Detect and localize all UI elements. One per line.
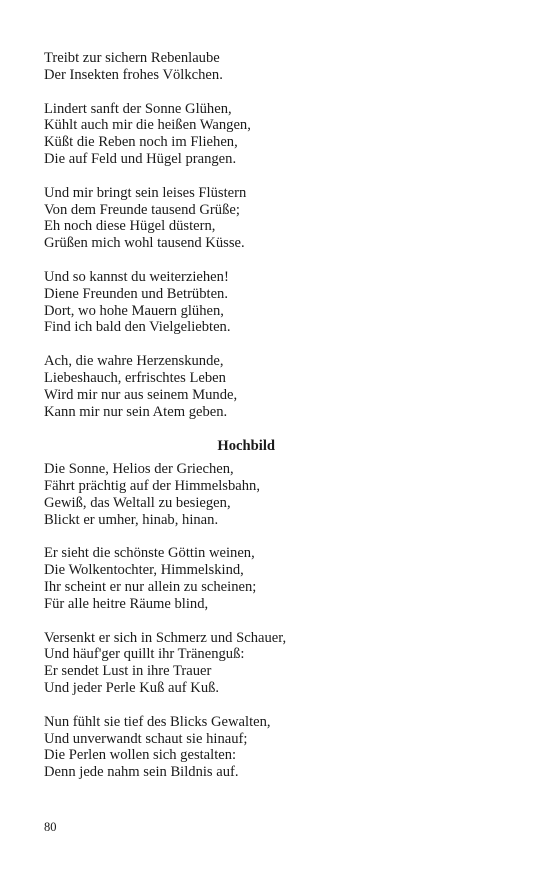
stanza: [44, 461, 504, 528]
verse-line: Find ich bald den Vielgeliebten.: [44, 319, 231, 336]
verse-line: Nun fühlt sie tief des Blicks Gewalten,: [44, 713, 271, 730]
verse-line: Lindert sanft der Sonne Glühen,: [44, 100, 232, 117]
verse-line: Die Perlen wollen sich gestalten:: [44, 747, 237, 764]
verse-line: Für alle heitre Räume blind,: [44, 595, 209, 612]
verse-line: Diene Freunden und Betrübten.: [44, 285, 228, 302]
verse-line: Die auf Feld und Hügel prangen.: [44, 150, 237, 167]
page-content: [44, 50, 504, 798]
verse-line: Und so kannst du weiterziehen!: [44, 268, 229, 285]
stanza: [44, 50, 504, 84]
stanza: [44, 185, 504, 252]
verse-line: Küßt die Reben noch im Fliehen,: [44, 134, 238, 151]
page-number: 80: [44, 820, 57, 834]
verse-line: Blickt er umher, hinab, hinan.: [44, 511, 219, 528]
verse-line: Denn jede nahm sein Bildnis auf.: [44, 764, 239, 781]
verse-line: Und häuf'ger quillt ihr Tränenguß:: [44, 646, 245, 663]
verse-line: Und unverwandt schaut sie hinauf;: [44, 730, 248, 747]
stanza: [44, 630, 504, 697]
stanza: [44, 545, 504, 612]
stanza: [44, 101, 504, 168]
verse-line: Ach, die wahre Herzenskunde,: [44, 353, 224, 370]
stanza: [44, 714, 504, 781]
verse-line: Kann mir nur sein Atem geben.: [44, 403, 228, 420]
verse-line: Versenkt er sich in Schmerz und Schauer,: [44, 629, 287, 646]
verse-line: Und jeder Perle Kuß auf Kuß.: [44, 679, 220, 696]
poem-title: Hochbild: [217, 438, 275, 455]
verse-line: Kühlt auch mir die heißen Wangen,: [44, 117, 251, 134]
verse-line: Die Sonne, Helios der Griechen,: [44, 461, 234, 478]
verse-line: Der Insekten frohes Völkchen.: [44, 66, 223, 83]
verse-line: Er sendet Lust in ihre Trauer: [44, 663, 212, 680]
verse-line: Wird mir nur aus seinem Munde,: [44, 386, 238, 403]
verse-line: Von dem Freunde tausend Grüße;: [44, 201, 240, 218]
verse-line: Er sieht die schönste Göttin weinen,: [44, 545, 255, 562]
verse-line: Und mir bringt sein leises Flüstern: [44, 184, 247, 201]
verse-line: Fährt prächtig auf der Himmelsbahn,: [44, 477, 261, 494]
verse-line: Dort, wo hohe Mauern glühen,: [44, 302, 224, 319]
verse-line: Ihr scheint er nur allein zu scheinen;: [44, 578, 257, 595]
verse-line: Die Wolkentochter, Himmelskind,: [44, 562, 244, 579]
stanza: [44, 353, 504, 420]
verse-line: Grüßen mich wohl tausend Küsse.: [44, 235, 245, 252]
stanza: [44, 269, 504, 336]
verse-line: Eh noch diese Hügel düstern,: [44, 218, 216, 235]
verse-line: Liebeshauch, erfrischtes Leben: [44, 369, 226, 386]
verse-line: Gewiß, das Weltall zu besiegen,: [44, 494, 231, 511]
verse-line: Treibt zur sichern Rebenlaube: [44, 50, 220, 66]
